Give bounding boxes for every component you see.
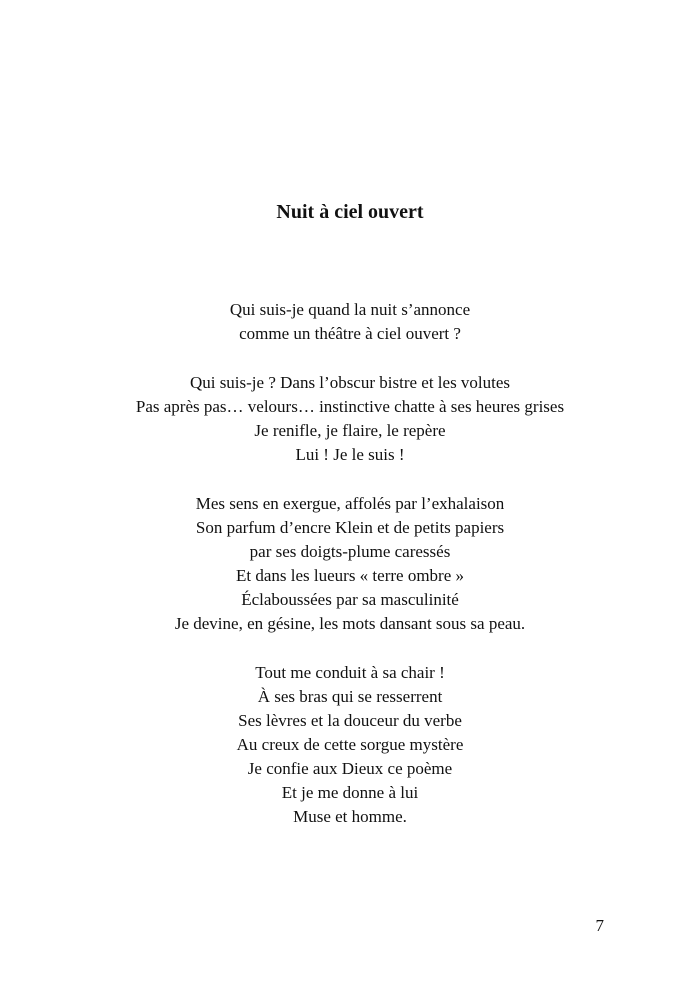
- poem-line: Je confie aux Dieux ce poème: [247, 759, 453, 778]
- poem-line: À ses bras qui se resserrent: [257, 687, 443, 706]
- page-number: 7: [595, 916, 604, 935]
- poem-line: Pas après pas… velours… instinctive chatte à ses heures grises: [135, 397, 565, 416]
- poem-line: comme un théâtre à ciel ouvert ?: [239, 324, 461, 343]
- stanza-1: [0, 298, 700, 346]
- stanza-2: [0, 371, 700, 467]
- poem-line: Son parfum d’encre Klein et de petits papiers: [195, 518, 505, 537]
- stanza-4: [0, 661, 700, 829]
- poem-line: Je renifle, je flaire, le repère: [254, 421, 446, 440]
- poem-line: Au creux de cette sorgue mystère: [236, 735, 464, 754]
- poem-line: Et dans les lueurs « terre ombre »: [235, 566, 464, 585]
- poem-line: Mes sens en exergue, affolés par l’exhalaison: [195, 494, 505, 513]
- poem-line: Ses lèvres et la douceur du verbe: [238, 711, 462, 730]
- poem-line: Tout me conduit à sa chair !: [255, 663, 445, 682]
- stanza-3: [0, 492, 700, 636]
- poem-line: Muse et homme.: [293, 807, 407, 826]
- poem-line: Qui suis-je ? Dans l’obscur bistre et les volutes: [189, 373, 511, 392]
- poem-title: Nuit à ciel ouvert: [276, 201, 424, 223]
- poem-line: Et je me donne à lui: [281, 783, 419, 802]
- poem-line: Éclaboussées par sa masculinité: [241, 590, 459, 609]
- poem-line: Lui ! Je le suis !: [295, 445, 405, 464]
- poem-line: Je devine, en gésine, les mots dansant sous sa peau.: [174, 614, 526, 633]
- poem-line: par ses doigts-plume caressés: [249, 542, 451, 561]
- poem-body: [0, 298, 700, 854]
- poem-line: Qui suis-je quand la nuit s’annonce: [229, 300, 471, 319]
